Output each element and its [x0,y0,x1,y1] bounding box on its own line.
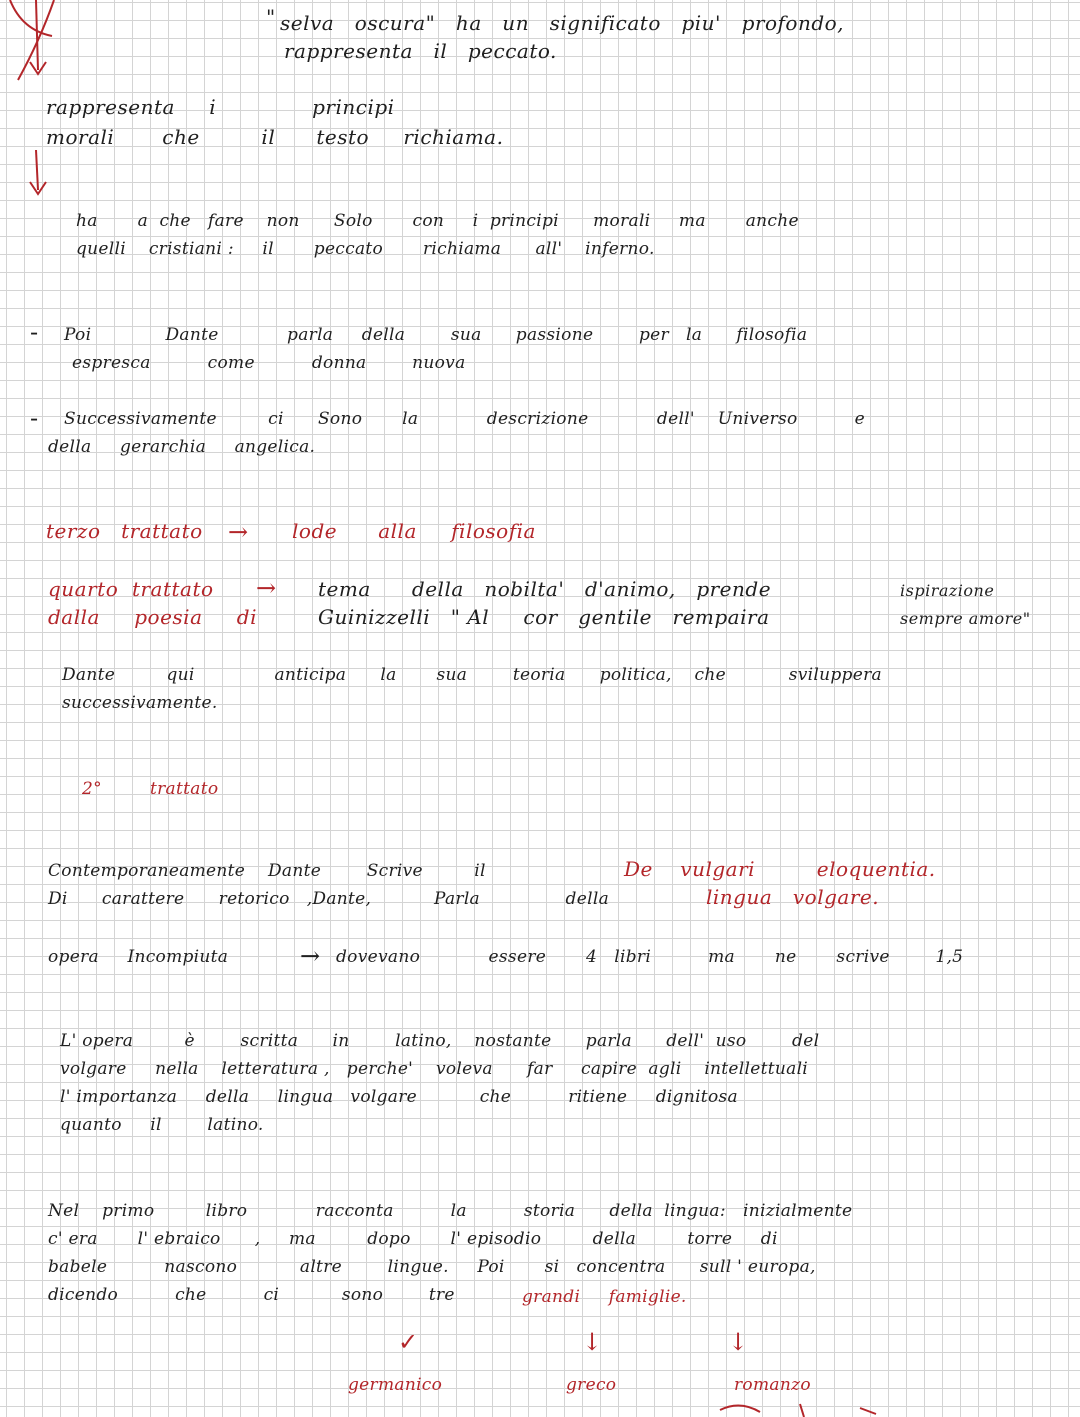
check-mark-icon: ✓ [398,1328,419,1356]
note-line: sempre amore" [900,609,1031,628]
note-line: L' opera è scritta in latino, nostante parla dell' uso del [60,1031,820,1051]
note-line: Nel primo libro racconta la storia della lingua: inizialmente [48,1201,853,1221]
note-line: quanto il latino. [60,1115,264,1135]
note-line: ha a che fare non Solo con i principi morali ma anche [76,211,799,231]
note-line: morali che il testo richiama. [46,125,504,149]
note-heading: terzo trattato [46,519,203,543]
arrow-right-icon: → [256,574,277,602]
note-line: c' era l' ebraico , ma dopo l' episodio della torre di [48,1229,778,1249]
note-line: De vulgari eloquentia. [624,857,936,881]
note-line: babele nascono altre lingue. Poi si concentra sull ' europa, [48,1257,816,1277]
note-line: quelli cristiani : il peccato richiama all' inferno. [76,239,655,259]
note-line: rappresenta i principi [46,95,395,119]
note-heading: 2° [82,779,102,799]
note-line: successivamente. [62,693,218,713]
note-line: lode alla filosofia [292,519,536,543]
bullet-dash: - [30,318,39,346]
note-line: lingua volgare. [706,885,880,909]
branch-label: greco [566,1375,617,1395]
arrow-right-icon: → [228,518,249,546]
note-line: Successivamente ci Sono la descrizione dell' Universo e [64,409,865,429]
note-line: l' importanza della lingua volgare che ritiene dignitosa [60,1087,738,1107]
note-heading: trattato [150,779,219,799]
note-line: tema della nobilta' d'animo, prende [318,577,772,601]
bullet-dash: - [30,404,39,432]
note-line: volgare nella letteratura , perche' voleva far capire agli intellettuali [60,1059,809,1079]
note-line: dovevano essere 4 libri ma ne scrive 1,5 [336,947,964,967]
note-line: rappresenta il peccato. [284,39,557,63]
note-heading: quarto trattato [48,577,214,601]
note-line: Di carattere retorico ,Dante, Parla della [48,889,609,909]
branch-label: germanico [348,1375,443,1395]
note-line: dalla poesia di [48,605,257,629]
note-line: Contemporaneamente Dante Scrive il [48,861,486,881]
note-line: opera Incompiuta [48,947,229,967]
arrow-down-icon: ↓ [728,1328,749,1356]
note-line: espresca come donna nuova [72,353,466,373]
arrow-down-icon: ↓ [582,1328,603,1356]
branch-label: romanzo [734,1375,811,1395]
arrow-right-icon: → [300,942,321,970]
note-line: Dante qui anticipa la sua teoria politica, che sviluppera [62,665,882,685]
note-line: Guinizzelli " Al cor gentile rempaira [318,605,770,629]
note-line: Poi Dante parla della sua passione per la filosofia [64,325,808,345]
note-line: selva oscura" ha un significato piu' profondo, [280,11,845,35]
note-line: grandi famiglie. [522,1287,687,1307]
note-line: ispirazione [900,581,995,600]
note-line: della gerarchia angelica. [48,437,316,457]
note-line: dicendo che ci sono tre [48,1285,455,1305]
note-line: " [266,5,276,29]
